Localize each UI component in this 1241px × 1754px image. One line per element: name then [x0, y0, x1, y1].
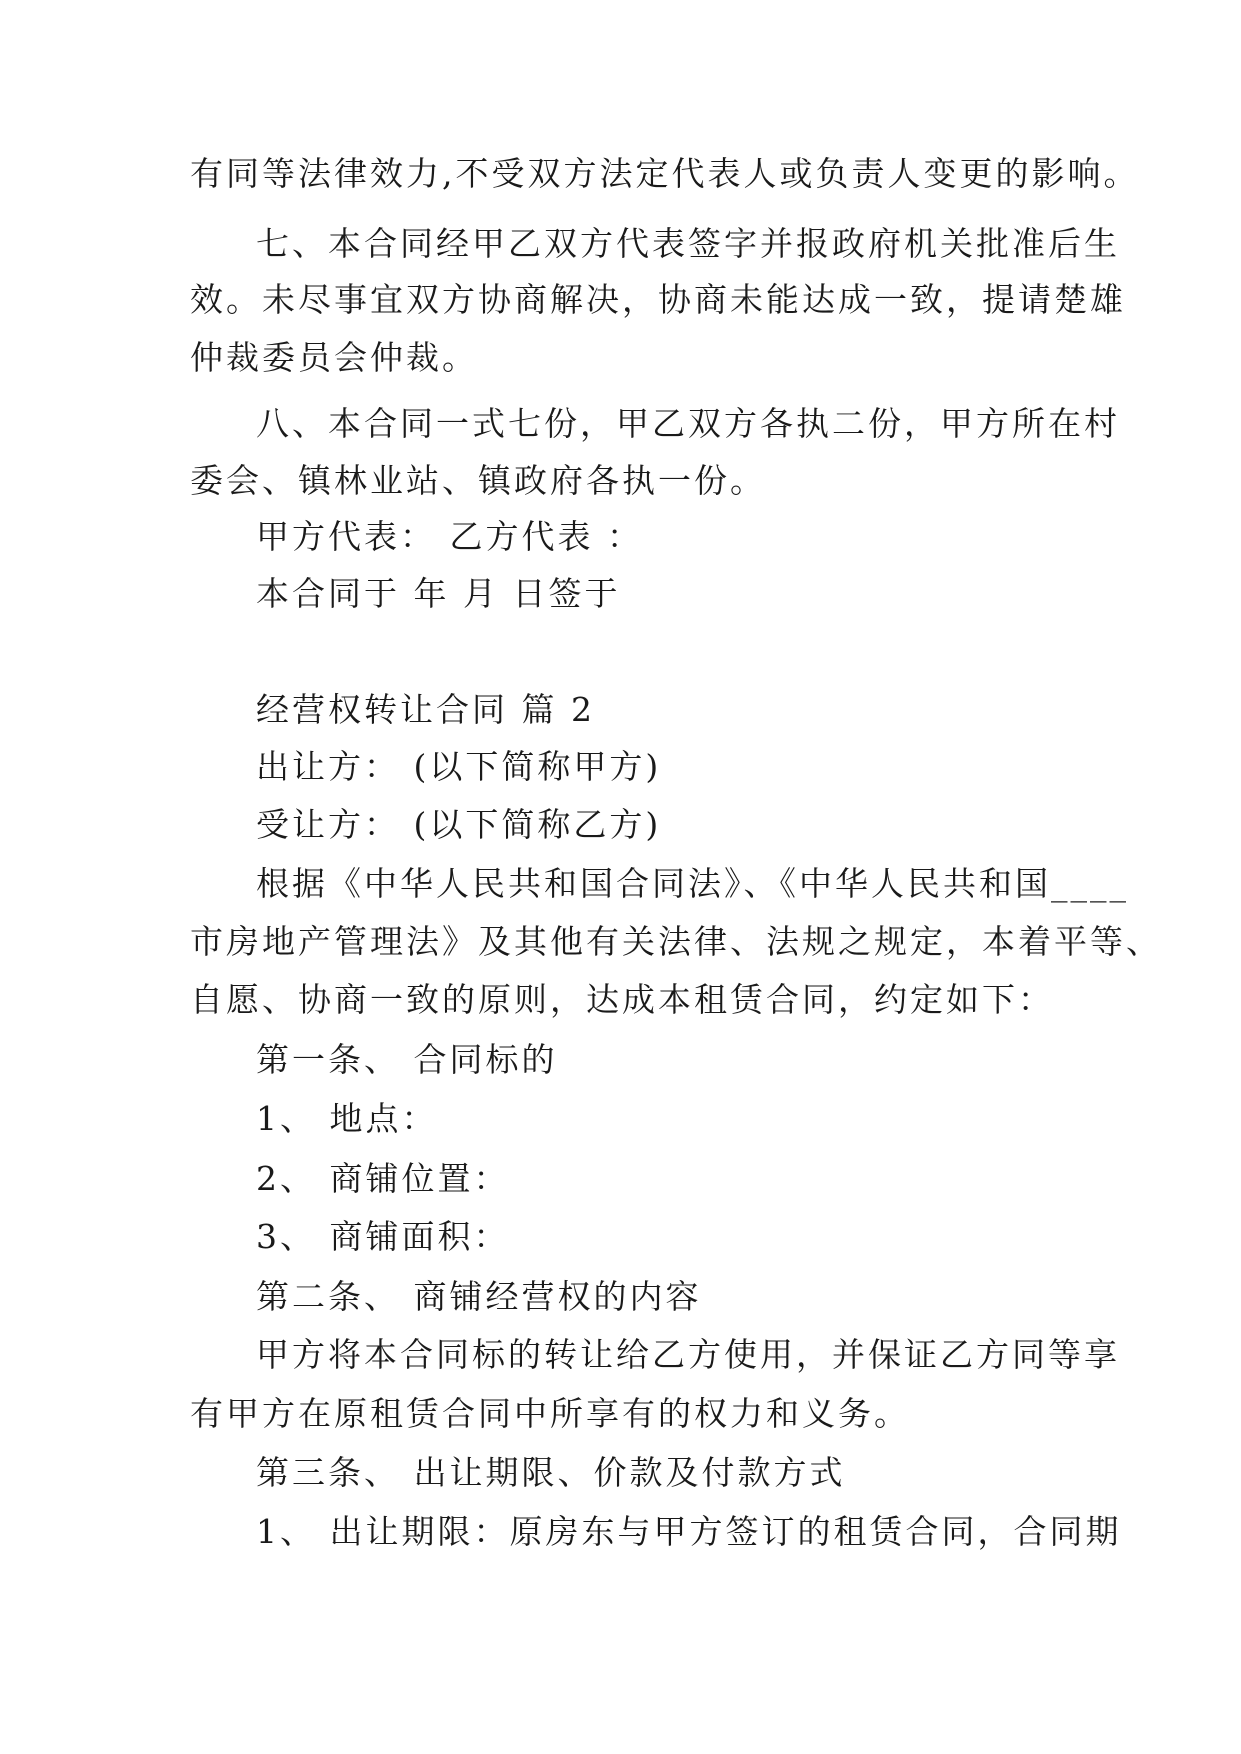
- clause-heading: 第一条、 合同标的: [256, 1040, 558, 1079]
- text-line: 七、本合同经甲乙双方代表签字并报政府机关批准后生: [256, 224, 1120, 263]
- text-line: 根据《中华人民共和国合同法》、《中华人民共和国____: [256, 864, 1129, 903]
- text-line: 八、本合同一式七份，甲乙双方各执二份，甲方所在村: [256, 404, 1120, 443]
- text-line: 市房地产管理法》及其他有关法律、法规之规定，本着平等、: [190, 922, 1162, 961]
- section-title: 经营权转让合同 篇 2: [256, 690, 595, 729]
- text-line: 有同等法律效力,不受双方法定代表人或负责人变更的影响。: [190, 154, 1140, 193]
- clause-heading: 第二条、 商铺经营权的内容: [256, 1277, 702, 1316]
- list-item: 3、 商铺面积：: [256, 1217, 510, 1256]
- text-line: 自愿、协商一致的原则，达成本租赁合同，约定如下：: [190, 980, 1054, 1019]
- signature-line: 甲方代表： 乙方代表 ：: [256, 517, 643, 556]
- text-line: 甲方将本合同标的转让给乙方使用，并保证乙方同等享: [256, 1335, 1120, 1374]
- text-line: 出让方： (以下简称甲方): [256, 747, 662, 786]
- date-line: 本合同于 年 月 日签于: [256, 574, 621, 613]
- list-item: 2、 商铺位置：: [256, 1159, 510, 1198]
- text-line: 效。未尽事宜双方协商解决，协商未能达成一致，提请楚雄: [190, 280, 1126, 319]
- list-item: 1、 出让期限：原房东与甲方签订的租赁合同，合同期: [256, 1512, 1122, 1551]
- text-line: 委会、镇林业站、镇政府各执一份。: [190, 461, 766, 500]
- text-line: 有甲方在原租赁合同中所享有的权力和义务。: [190, 1394, 910, 1433]
- text-line: 仲裁委员会仲裁。: [190, 338, 478, 377]
- list-item: 1、 地点：: [256, 1099, 438, 1138]
- text-line: 受让方： (以下简称乙方): [256, 805, 662, 844]
- clause-heading: 第三条、 出让期限、价款及付款方式: [256, 1453, 846, 1492]
